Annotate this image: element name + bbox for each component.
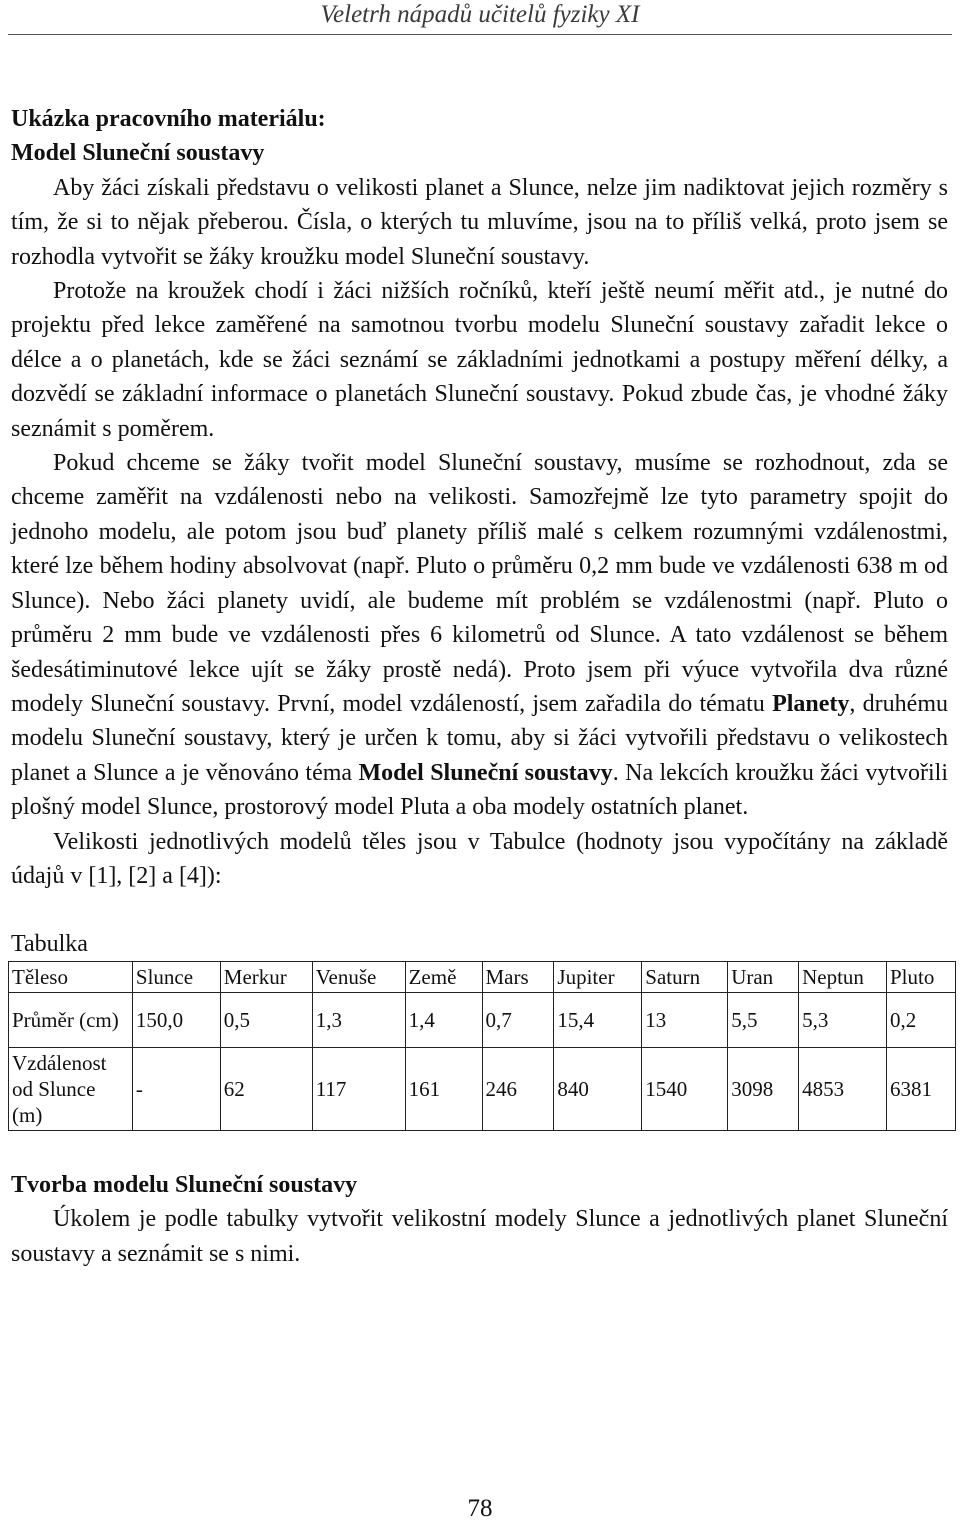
table-header-cell: Neptun: [799, 962, 887, 993]
header-rule: [8, 34, 952, 35]
table-cell: 161: [405, 1048, 482, 1131]
table-cell: 1,3: [312, 993, 405, 1048]
table-cell: 117: [312, 1048, 405, 1131]
paragraph-3-part-b: , druhému modelu Sluneční soustavy, který je určen k tomu, aby si žáci vytvořili představu o velikostech planet a Slunce a je věnováno téma: [11, 690, 948, 786]
table-caption: Tabulka: [11, 931, 88, 958]
section-text: Úkolem je podle tabulky vytvořit velikostní modely Slunce a jednotlivých planet Sluneční soustavy a seznámit se s nimi.: [11, 1206, 948, 1267]
table-cell: 4853: [799, 1048, 887, 1131]
table-cell: 0,5: [220, 993, 312, 1048]
planet-table: [8, 961, 956, 1131]
table-header-cell: Mars: [482, 962, 554, 993]
table-header-cell: Uran: [728, 962, 799, 993]
table-row: [9, 1048, 956, 1131]
paragraph-3-bold-model: Model Sluneční soustavy: [358, 759, 613, 786]
paragraph-4: Velikosti jednotlivých modelů těles jsou v Tabulce (hodnoty jsou vypočítány na základě údajů v [1], [2] a [4]):: [11, 828, 948, 889]
table-cell: 13: [642, 993, 728, 1048]
heading-line-1: Ukázka pracovního materiálu:: [11, 106, 326, 132]
page-number: 78: [467, 1495, 493, 1522]
table-cell: 0,2: [887, 993, 956, 1048]
page-content: [11, 102, 948, 1271]
table-row-label: Průměr (cm): [9, 993, 133, 1048]
table-cell: 840: [554, 1048, 642, 1131]
paragraph-3-part-c: . Na lekcích kroužku žáci vytvořili plošný model Slunce, prostorový model Pluta a oba modely ostatních planet.: [11, 759, 948, 821]
heading-line-2: Model Sluneční soustavy: [11, 140, 265, 167]
table-cell: 5,5: [728, 993, 799, 1048]
paragraph-2: Protože na kroužek chodí i žáci nižších ročníků, kteří ještě neumí měřit atd., je nutné do projektu před lekce zaměřené na samotnou tvorbu modelu Sluneční soustavy zařadit lekce o délce a o planetách, kde se žáci seznámí se základními jednotkami a postupy měření délky, a dozvědí se základní informace o planetách Sluneční soustavy. Pokud zbude čas, je vhodné žáky seznámit s poměrem.: [11, 278, 948, 442]
paragraph-3: [11, 446, 948, 824]
table-header-cell: Merkur: [220, 962, 312, 993]
table-cell: -: [132, 1048, 220, 1131]
paragraph-1: Aby žáci získali představu o velikosti planet a Slunce, nelze jim nadiktovat jejich rozměry s tím, že si to nějak přeberou. Čísla, o kterých tu mluvíme, jsou na to příliš velká, proto jsem se rozhodla vytvořit se žáky kroužku model Sluneční soustavy.: [11, 174, 948, 270]
table-cell: 62: [220, 1048, 312, 1131]
table-header-row: [9, 962, 956, 993]
table-cell: 1540: [642, 1048, 728, 1131]
table-header-cell: Těleso: [9, 962, 133, 993]
table-header-cell: Jupiter: [554, 962, 642, 993]
table-cell: 15,4: [554, 993, 642, 1048]
running-header: Veletrh nápadů učitelů fyziky XI: [320, 1, 640, 28]
table-cell: 6381: [887, 1048, 956, 1131]
table-header-cell: Saturn: [642, 962, 728, 993]
section-title: Tvorba modelu Sluneční soustavy: [11, 1172, 358, 1199]
table-cell: 246: [482, 1048, 554, 1131]
table-header-cell: Země: [405, 962, 482, 993]
table-cell: 5,3: [799, 993, 887, 1048]
table-header-cell: Venuše: [312, 962, 405, 993]
table-cell: 150,0: [132, 993, 220, 1048]
table-cell: 0,7: [482, 993, 554, 1048]
table-header-cell: Slunce: [132, 962, 220, 993]
paragraph-3-bold-planety: Planety: [772, 690, 850, 717]
table-row: [9, 993, 956, 1048]
table-cell: 1,4: [405, 993, 482, 1048]
table-cell: 3098: [728, 1048, 799, 1131]
table-row-label: Vzdálenost od Slunce (m): [9, 1048, 133, 1131]
table-header-cell: Pluto: [887, 962, 956, 993]
paragraph-3-part-a: Pokud chceme se žáky tvořit model Sluneční soustavy, musíme se rozhodnout, zda se chceme zaměřit na vzdálenosti nebo na velikosti. Samozřejmě lze tyto parametry spojit do jednoho modelu, ale potom jsou buď planety příliš malé s celkem rozumnými vzdálenostmi, které lze během hodiny absolvovat (např. Pluto o průměru 0,2 mm bude ve vzdálenosti 638 m od Slunce). Nebo žáci planety uvidí, ale budeme mít problém se vzdálenostmi (např. Pluto o průměru 2 mm bude ve vzdálenosti přes 6 kilometrů od Slunce. A tato vzdálenost se během šedesátiminutové lekce ujít se žáky prostě nedá). Proto jsem při výuce vytvořila dva různé modely Sluneční soustavy. První, model vzdáleností, jsem zařadila do tématu: [11, 450, 948, 717]
